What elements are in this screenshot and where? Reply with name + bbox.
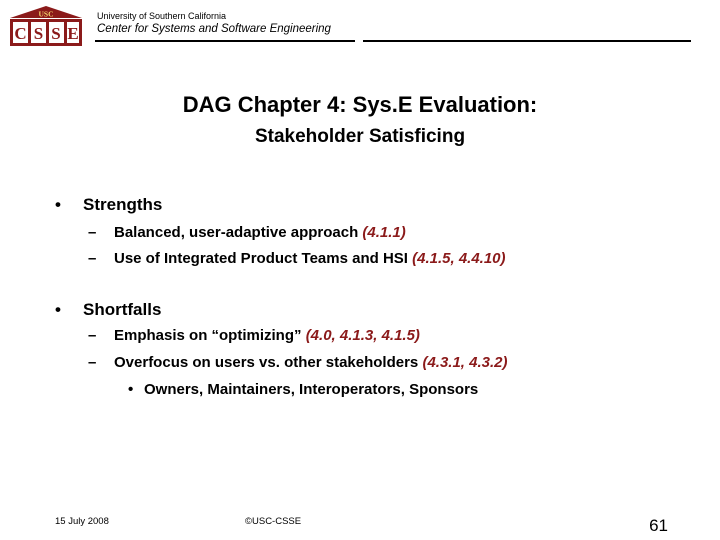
center-name: Center for Systems and Software Engineering xyxy=(97,23,331,35)
sub-bullet xyxy=(88,224,406,241)
university-name: University of Southern California xyxy=(97,11,227,21)
bullet-icon: • xyxy=(128,381,134,398)
bullet-text: Shortfalls xyxy=(83,300,162,319)
bullet-icon: • xyxy=(55,195,61,214)
dash-icon: – xyxy=(88,327,97,344)
sub-bullet-text: Balanced, user-adaptive approach xyxy=(114,224,363,241)
header-rule xyxy=(95,40,691,42)
bullet-text: Strengths xyxy=(83,195,163,214)
page-number: 61 xyxy=(649,516,668,535)
slide-subtitle: Stakeholder Satisficing xyxy=(254,126,466,147)
sub-bullet-text: Overfocus on users vs. other stakeholders xyxy=(114,354,423,371)
sub-bullet xyxy=(88,250,506,267)
slide-title: DAG Chapter 4: Sys.E Evaluation: xyxy=(182,92,538,117)
logo-text: USC xyxy=(38,9,54,19)
sub-bullet-text: Emphasis on “optimizing” xyxy=(114,327,306,344)
bullet-icon: • xyxy=(55,300,61,319)
footer-copyright: ©USC-CSSE xyxy=(245,516,302,527)
section-reference: (4.1.5, 4.4.10) xyxy=(412,250,506,267)
dash-icon: – xyxy=(88,224,97,241)
section-reference: (4.1.1) xyxy=(362,224,406,241)
logo-letter: C xyxy=(14,24,27,43)
bullet-shortfalls xyxy=(55,300,162,320)
dash-icon: – xyxy=(88,354,97,371)
footer-date: 15 July 2008 xyxy=(55,516,109,527)
sub-bullet xyxy=(88,354,508,371)
logo-letter: S xyxy=(33,24,44,43)
sub-bullet-text: Use of Integrated Product Teams and HSI xyxy=(114,250,413,267)
logo-letter: S xyxy=(51,24,61,43)
usc-csse-logo xyxy=(6,4,86,48)
logo-letter: E xyxy=(67,24,79,43)
sub-sub-bullet-text: Owners, Maintainers, Interoperators, Sponsors xyxy=(144,381,479,398)
dash-icon: – xyxy=(88,250,97,267)
section-reference: (4.3.1, 4.3.2) xyxy=(422,354,508,371)
section-reference: (4.0, 4.1.3, 4.1.5) xyxy=(305,327,420,344)
sub-bullet xyxy=(88,327,420,344)
sub-sub-bullet xyxy=(128,381,479,398)
bullet-strengths xyxy=(55,195,163,215)
